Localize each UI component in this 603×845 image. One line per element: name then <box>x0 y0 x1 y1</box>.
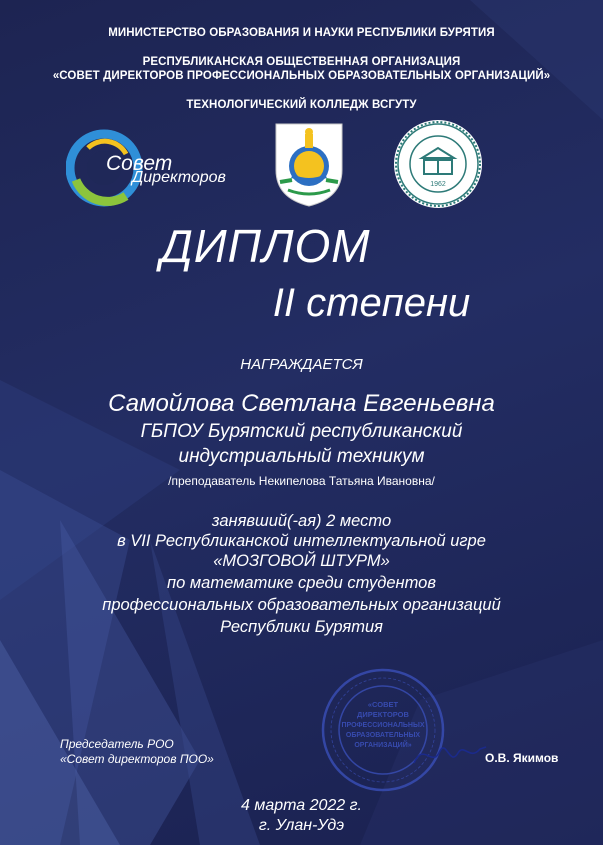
chairman-signature-block <box>60 737 214 767</box>
sovet-direktorov-logo <box>66 128 256 208</box>
teacher-name: /преподаватель Некипелова Татьяна Ивановна/ <box>168 474 435 488</box>
recipient-name: Самойлова Светлана Евгеньевна <box>108 390 495 417</box>
stamp-line3: ПРОФЕССИОНАЛЬНЫХ <box>341 722 425 729</box>
stamp-line2: ДИРЕКТОРОВ <box>357 710 409 719</box>
awarded-label: НАГРАЖДАЕТСЯ <box>240 356 363 373</box>
issue-city: г. Улан-Удэ <box>258 817 345 834</box>
achievement-event: в VII Республиканской интеллектуальной игре <box>117 532 486 550</box>
signature-scribble <box>410 735 490 775</box>
university-seal-year: 1962 <box>430 181 446 188</box>
signer-name: О.В. Якимов <box>485 751 559 765</box>
organization-title-line1: РЕСПУБЛИКАНСКАЯ ОБЩЕСТВЕННАЯ ОРГАНИЗАЦИЯ <box>142 56 461 68</box>
achievement-subject: по математике среди студентов <box>167 574 436 592</box>
issue-date: 4 марта 2022 г. <box>241 797 362 814</box>
organization-title-line2: «СОВЕТ ДИРЕКТОРОВ ПРОФЕССИОНАЛЬНЫХ ОБРАЗОВАТЕЛЬНЫХ ОРГАНИЗАЦИЙ» <box>52 70 551 82</box>
buryatia-coat-of-arms <box>272 120 346 208</box>
achievement-participants: профессиональных образовательных организаций <box>102 596 501 614</box>
chairman-title: Председатель РОО <box>60 737 174 751</box>
stamp-line5: ОРГАНИЗАЦИЙ» <box>354 742 412 749</box>
recipient-organization-line2: индустриальный техникум <box>178 446 425 467</box>
stamp-line4: ОБРАЗОВАТЕЛЬНЫХ <box>345 732 421 739</box>
logo-word-direktorov: Директоров <box>132 169 226 186</box>
stamp-line1: «СОВЕТ <box>367 700 399 709</box>
diploma-degree: II степени <box>272 281 471 325</box>
achievement-region: Республики Бурятия <box>220 618 383 636</box>
ministry-title: МИНИСТЕРСТВО ОБРАЗОВАНИЯ И НАУКИ РЕСПУБЛИКИ БУРЯТИЯ <box>108 27 495 39</box>
recipient-organization-line1: ГБПОУ Бурятский республиканский <box>140 421 463 442</box>
achievement-game-name: «МОЗГОВОЙ ШТУРМ» <box>213 552 390 570</box>
organization-stamp <box>318 665 448 795</box>
college-title: ТЕХНОЛОГИЧЕСКИЙ КОЛЛЕДЖ ВСГУТУ <box>186 99 417 111</box>
achievement-place: занявший(-ая) 2 место <box>211 512 392 530</box>
university-seal-logo <box>392 118 484 210</box>
chairman-organization: «Совет директоров ПОО» <box>60 752 214 766</box>
logo-word-sovet: Совет <box>106 152 173 175</box>
diploma-title: ДИПЛОМ <box>160 220 371 272</box>
